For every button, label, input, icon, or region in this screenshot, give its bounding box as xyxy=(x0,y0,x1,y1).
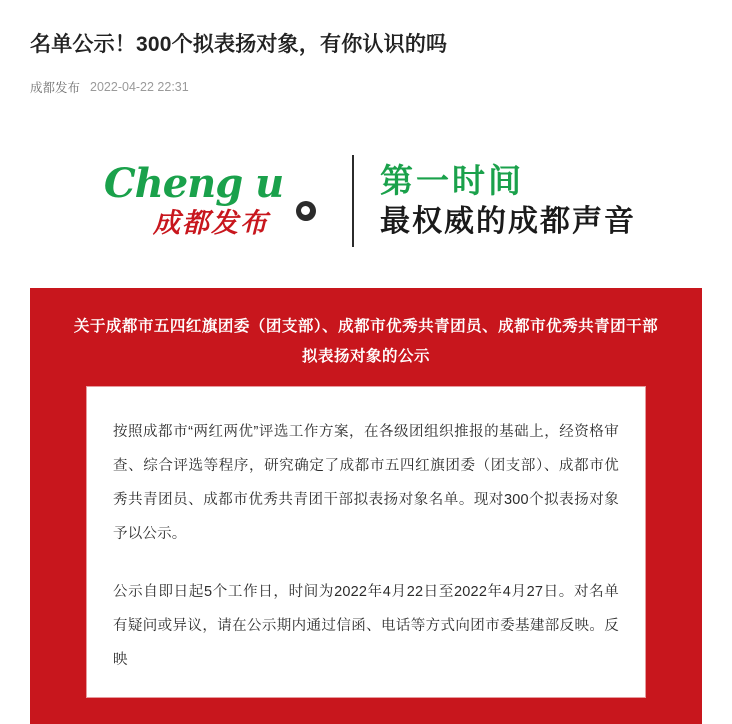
article-meta xyxy=(30,78,702,96)
article-timestamp: 2022-04-22 22:31 xyxy=(90,80,189,94)
brand-logo-latin-text: Cheng u xyxy=(103,160,284,207)
brand-banner xyxy=(30,136,702,266)
brand-logo-chinese: 成都发布 xyxy=(153,208,269,239)
banner-slogan-top: 第一时间 xyxy=(380,161,524,200)
brand-logo-latin xyxy=(104,162,318,206)
banner-divider xyxy=(352,155,354,247)
notice-card xyxy=(30,288,702,724)
notice-heading: 关于成都市五四红旗团委（团支部）、成都市优秀共青团员、成都市优秀共青团干部拟表扬对象的公示 xyxy=(73,318,659,365)
notice-paragraph: 按照成都市“两红两优”评选工作方案，在各级团组织推报的基础上，经资格审查、综合评选等程序，研究确定了成都市五四红旗团委（团支部）、成都市优秀共青团员、成都市优秀共青团干部拟表扬对象名单。现对300个拟表扬对象予以公示。 xyxy=(113,424,619,542)
page-title: 名单公示！300个拟表扬对象，有你认识的吗 xyxy=(30,33,448,56)
notice-body xyxy=(86,386,646,698)
banner-slogan-bottom: 最权威的成都声音 xyxy=(380,204,636,239)
brand-logo xyxy=(96,162,326,240)
banner-slogan xyxy=(380,160,636,242)
notice-paragraph: 公示自即日起5个工作日，时间为2022年4月22日至2022年4月27日。对名单有疑问或异议，请在公示期内通过信函、电话等方式向团市委基建部反映。反映 xyxy=(113,584,619,668)
article-source: 成都发布 xyxy=(30,81,81,95)
